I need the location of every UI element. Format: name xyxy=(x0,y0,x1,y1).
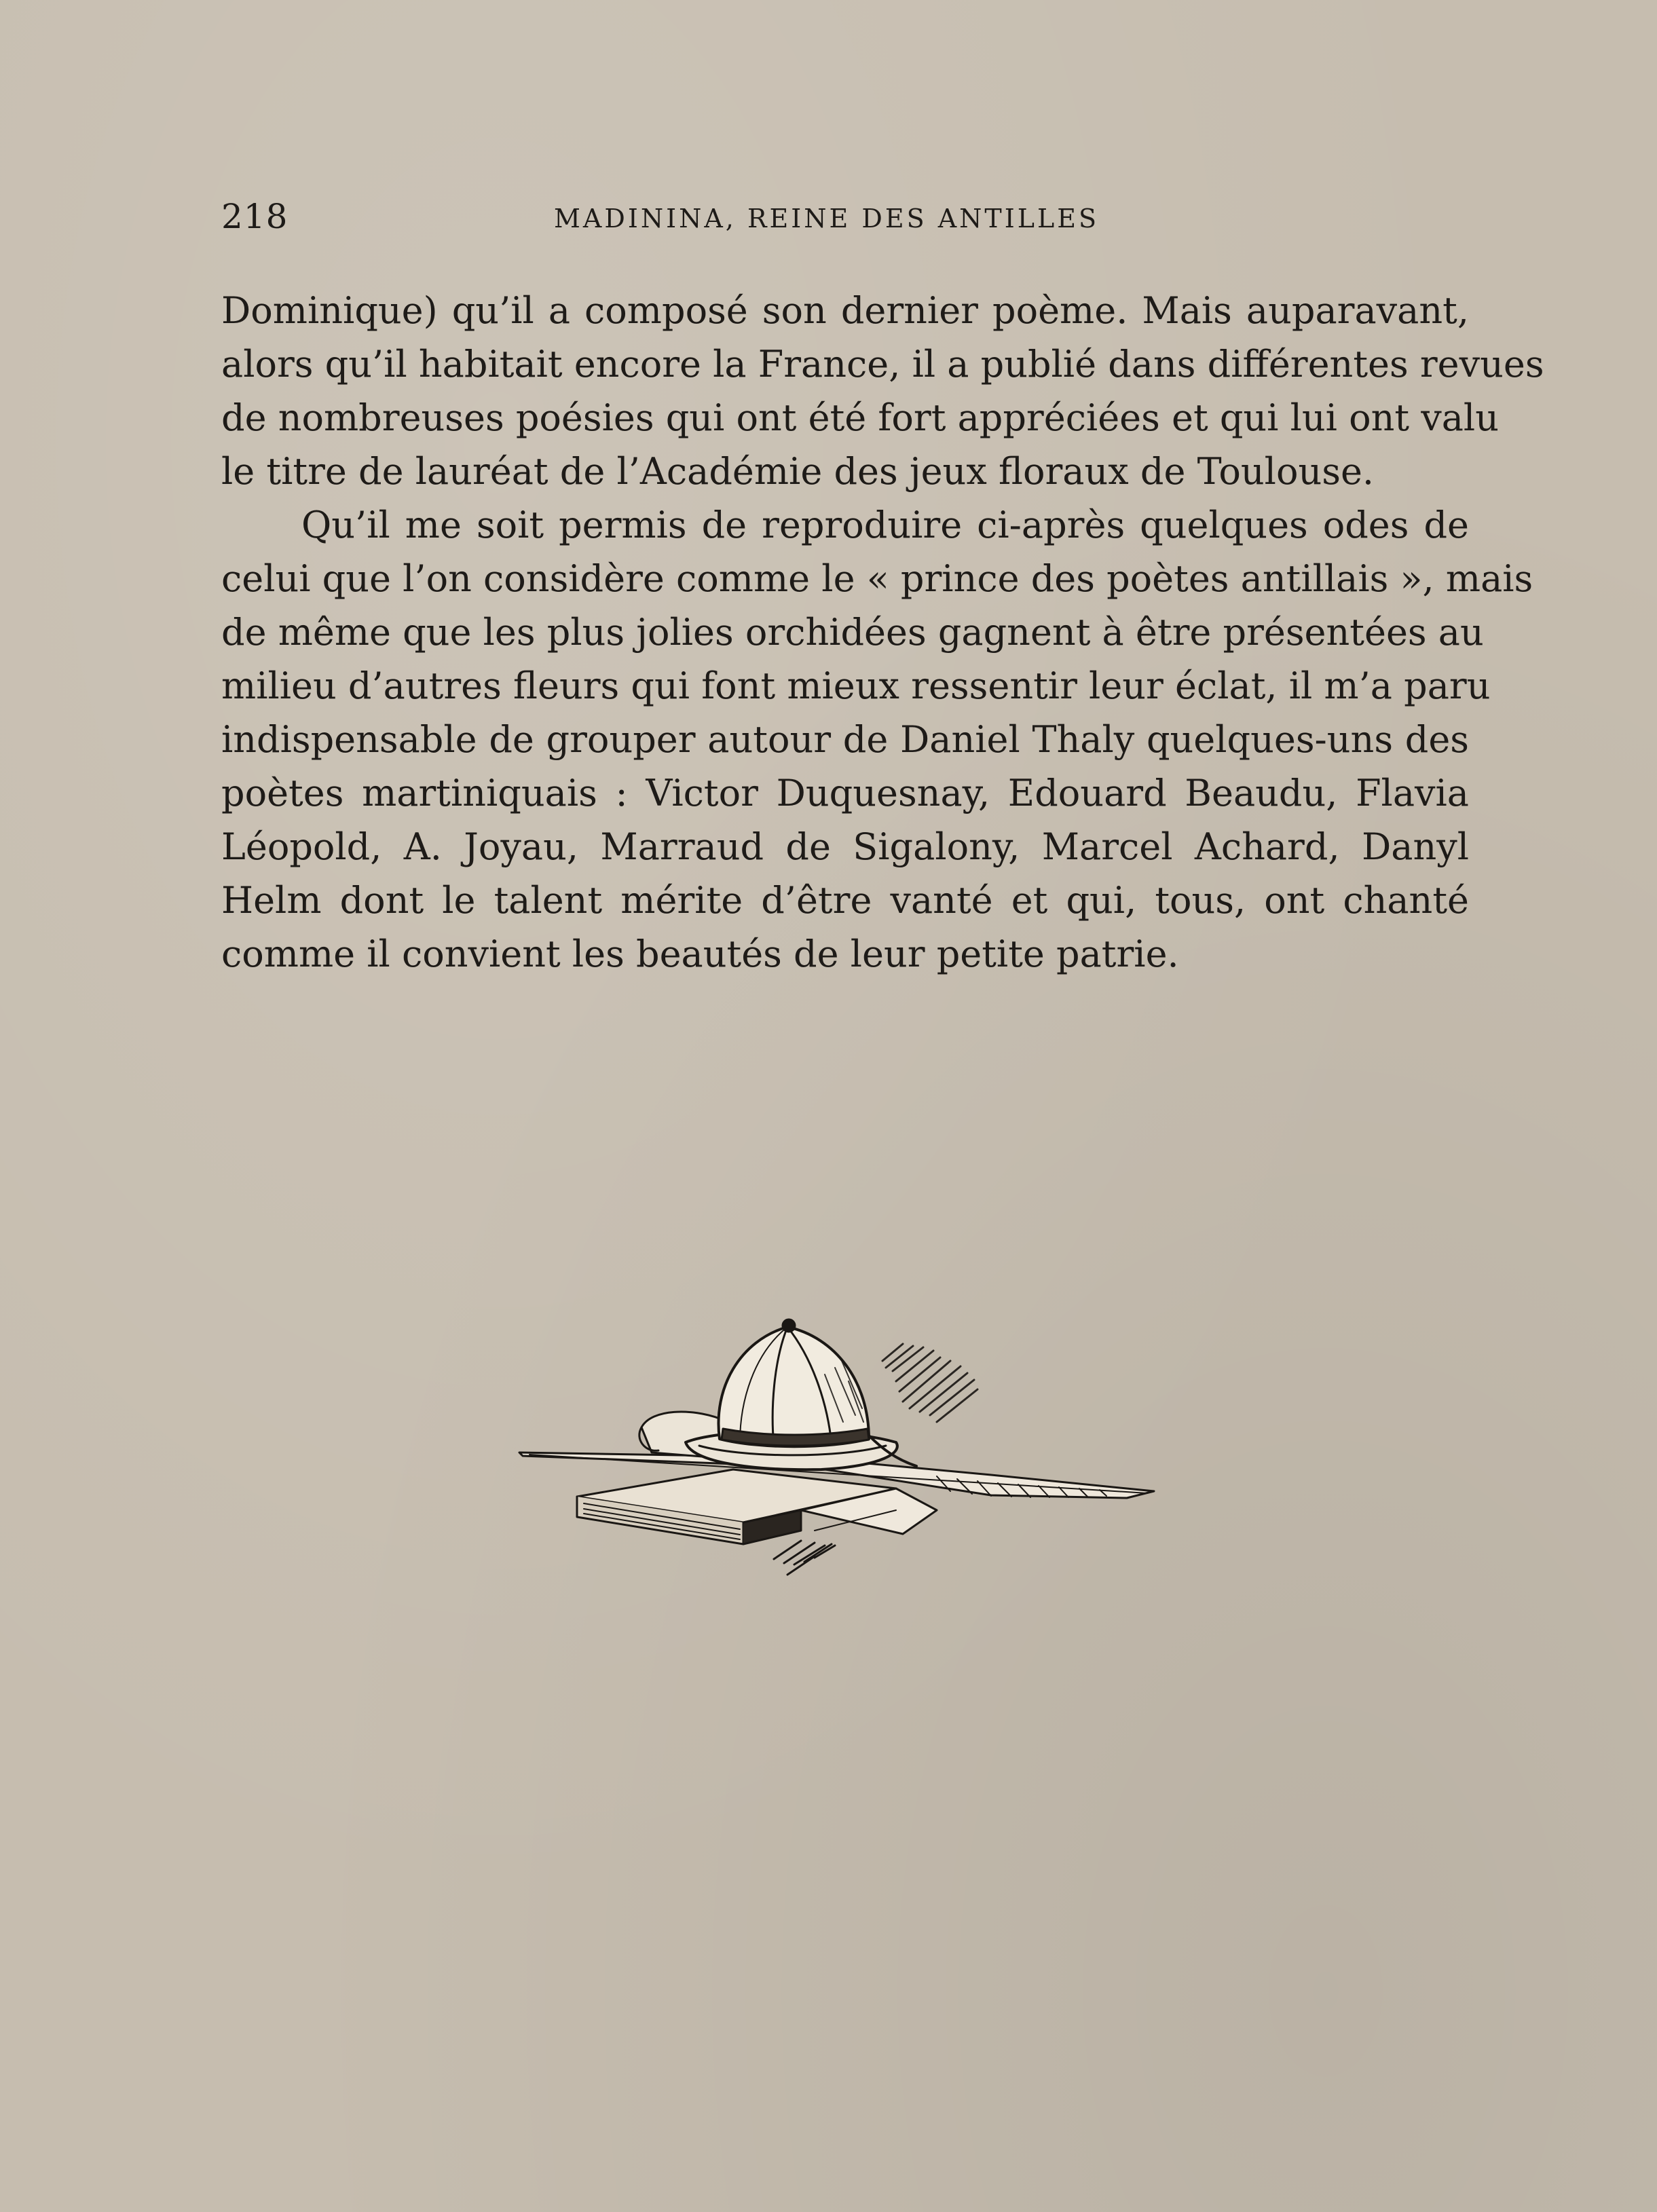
pith-helmet-book-quill-icon xyxy=(516,1307,1168,1598)
running-title: MADININA, REINE DES ANTILLES xyxy=(554,204,1099,233)
text-line: milieu d’autres fleurs qui font mieux ressentir leur éclat, il m’a paru xyxy=(221,664,1491,707)
text-line: comme il convient les beautés de leur petite patrie. xyxy=(221,933,1179,975)
text-line: alors qu’il habitait encore la France, il a publié dans différentes revues xyxy=(221,343,1544,386)
text-line: indispensable de grouper autour de Daniel Thaly quelques-uns des xyxy=(221,718,1469,761)
text-line: poètes martiniquais : Victor Duquesnay, Edouard Beaudu, Flavia xyxy=(221,772,1469,814)
text-line: de même que les plus jolies orchidées gagnent à être présentées au xyxy=(221,611,1484,654)
text-line: Qu’il me soit permis de reproduire ci-après quelques odes de xyxy=(301,504,1469,546)
text-line: de nombreuses poésies qui ont été fort appréciées et qui lui ont valu xyxy=(221,396,1499,439)
body-text xyxy=(221,284,1544,981)
text-line: celui que l’on considère comme le « prince des poètes antillais », mais xyxy=(221,557,1533,600)
text-line: Helm dont le talent mérite d’être vanté et qui, tous, ont chanté xyxy=(221,879,1469,922)
running-head xyxy=(221,197,1470,244)
text-line: le titre de lauréat de l’Académie des jeux floraux de Toulouse. xyxy=(221,450,1375,493)
text-line: Léopold, A. Joyau, Marraud de Sigalony, Marcel Achard, Danyl xyxy=(221,825,1469,868)
page-number: 218 xyxy=(221,197,288,236)
text-line: Dominique) qu’il a composé son dernier poème. Mais auparavant, xyxy=(221,289,1469,332)
